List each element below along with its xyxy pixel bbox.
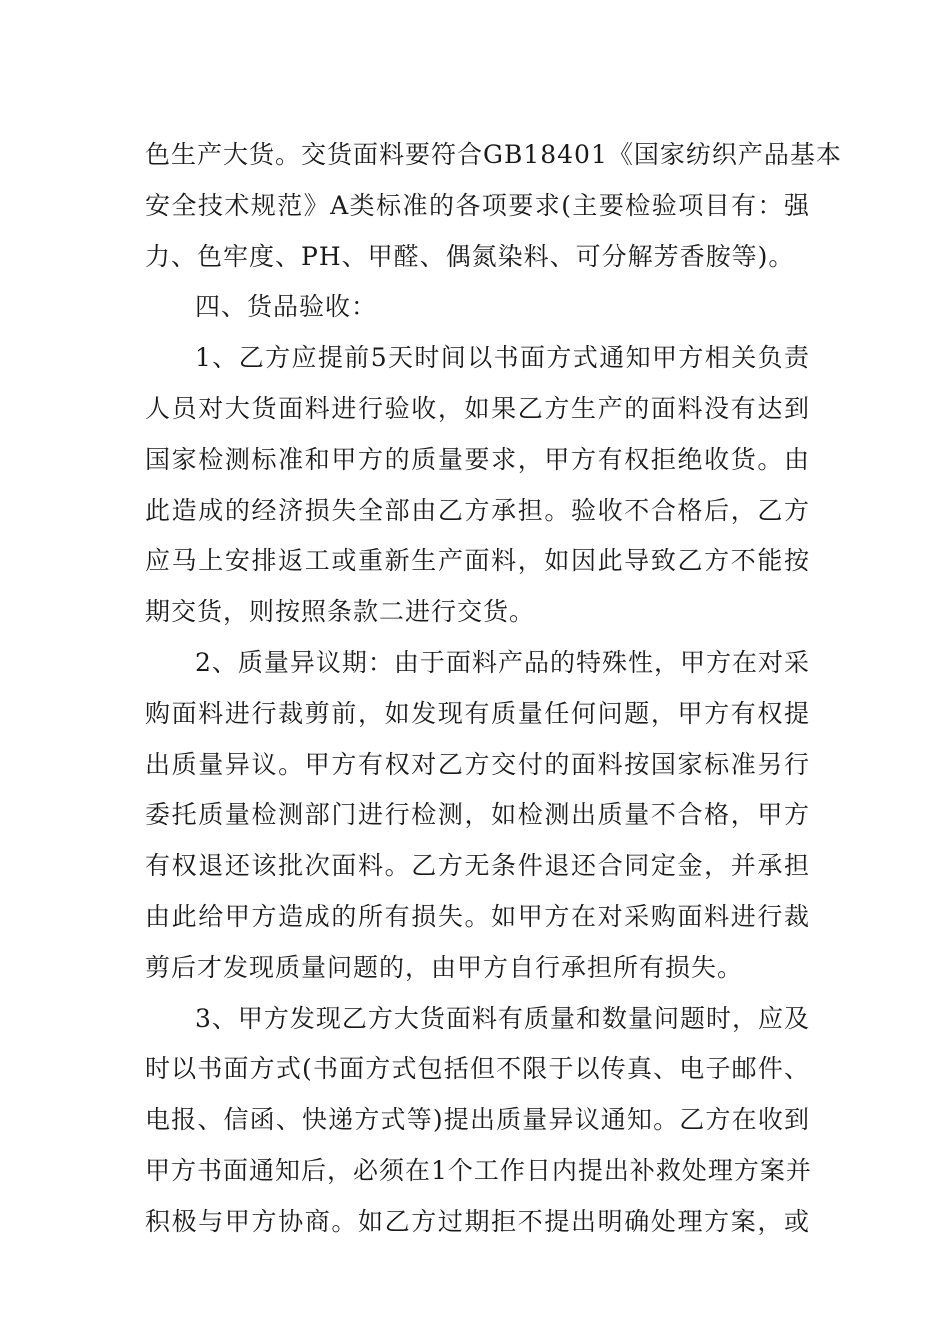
text-line: 力、色牢度、PH、甲醛、偶氮染料、可分解芳香胺等)。 (145, 241, 795, 271)
text-line: 1、乙方应提前5天时间以书面方式通知甲方相关负责 (195, 343, 810, 373)
text-line: 出质量异议。甲方有权对乙方交付的面料按国家标准另行 (145, 749, 810, 779)
document-body (145, 130, 842, 1248)
text-line: 有权退还该批次面料。乙方无条件退还合同定金，并承担 (145, 851, 810, 881)
text-line: 电报、信函、快递方式等)提出质量异议通知。乙方在收到 (145, 1105, 810, 1135)
text-line: 色生产大货。交货面料要符合GB18401《国家纺织产品基本 (145, 140, 842, 169)
text-line: 购面料进行裁剪前，如发现有质量任何问题，甲方有权提 (145, 698, 810, 728)
text-line: 时以书面方式(书面方式包括但不限于以传真、电子邮件、 (145, 1054, 810, 1084)
text-line: 人员对大货面料进行验收，如果乙方生产的面料没有达到 (145, 393, 810, 423)
text-line: 期交货，则按照条款二进行交货。 (145, 597, 536, 627)
text-line: 甲方书面通知后，必须在1个工作日内提出补救处理方案并 (145, 1155, 812, 1185)
text-line: 四、货品验收： (195, 292, 378, 322)
text-line: 剪后才发现质量问题的，由甲方自行承担所有损失。 (145, 952, 744, 982)
text-line: 2、质量异议期：由于面料产品的特殊性，甲方在对采 (195, 647, 810, 677)
text-line: 应马上安排返工或重新生产面料，如因此导致乙方不能按 (145, 546, 810, 576)
text-line: 由此给甲方造成的所有损失。如甲方在对采购面料进行裁 (145, 901, 810, 931)
text-line: 此造成的经济损失全部由乙方承担。验收不合格后，乙方 (145, 495, 810, 525)
text-line: 积极与甲方协商。如乙方过期拒不提出明确处理方案，或 (145, 1206, 810, 1236)
text-line: 委托质量检测部门进行检测，如检测出质量不合格，甲方 (145, 800, 810, 830)
text-line: 国家检测标准和甲方的质量要求，甲方有权拒绝收货。由 (145, 444, 810, 474)
text-line: 3、甲方发现乙方大货面料有质量和数量问题时，应及 (195, 1003, 810, 1033)
text-line: 安全技术规范》A类标准的各项要求(主要检验项目有：强 (145, 190, 810, 220)
